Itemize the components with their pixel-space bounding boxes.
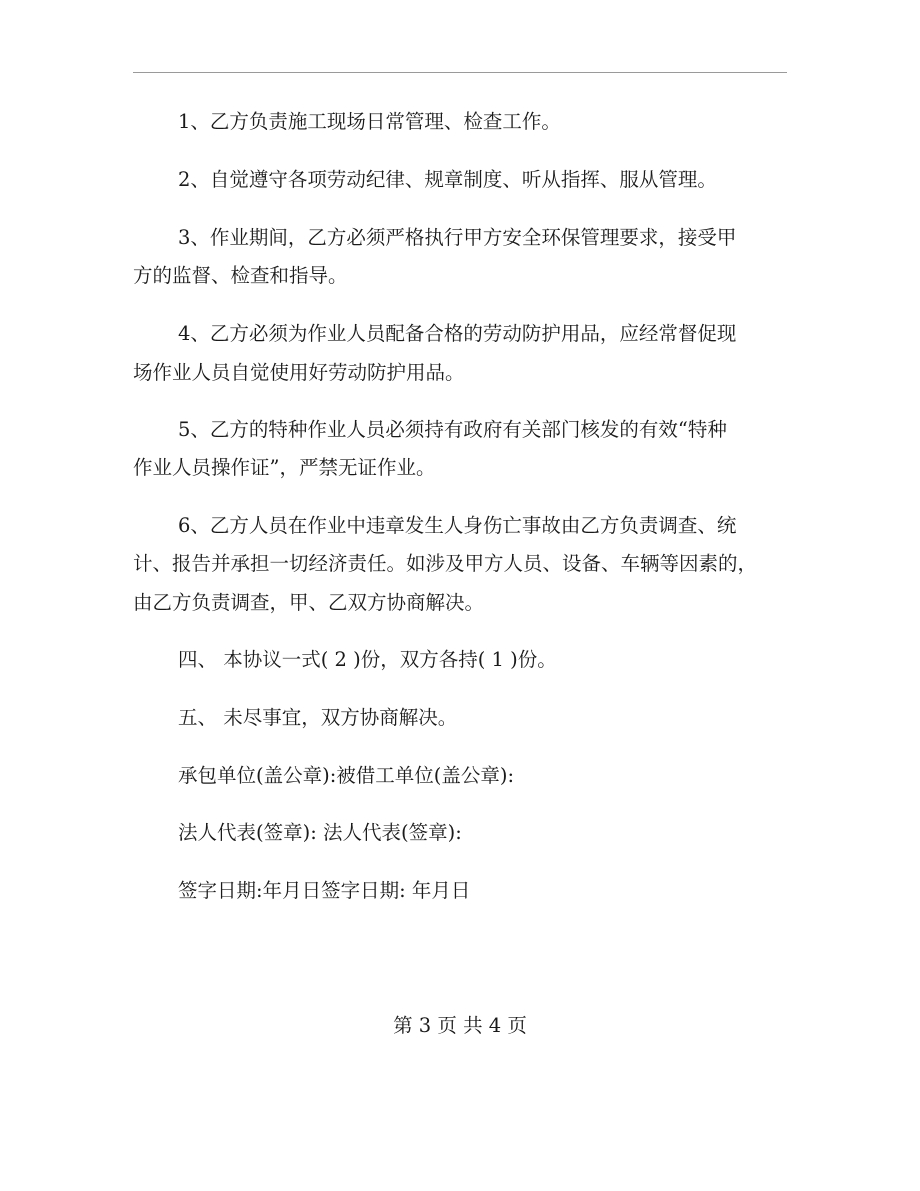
clause-6-line-2: 计、报告并承担一切经济责任。如涉及甲方人员、设备、车辆等因素的， [133,552,758,575]
header-rule [133,72,787,73]
signature-legal-rep-line: 法人代表(签章): 法人代表(签章): [178,821,462,844]
clause-6-line-1: 6、乙方人员在作业中违章发生人身伤亡事故由乙方负责调查、统 [178,514,737,537]
page-number-footer: 第 3 页 共 4 页 [393,1014,527,1037]
clause-3-line-1: 3、作业期间，乙方必须严格执行甲方安全环保管理要求，接受甲 [178,226,737,249]
signature-date-line: 签字日期:年月日签字日期: 年月日 [178,879,471,902]
clause-5-line-2: 作业人员操作证”，严禁无证作业。 [133,456,436,479]
clause-5-line-1: 5、乙方的特种作业人员必须持有政府有关部门核发的有效“特种 [178,418,727,441]
clause-2-line-1: 2、自觉遵守各项劳动纪律、规章制度、听从指挥、服从管理。 [178,168,717,191]
clause-4-line-2: 场作业人员自觉使用好劳动防护用品。 [133,361,465,384]
clause-4-line-1: 4、乙方必须为作业人员配备合格的劳动防护用品，应经常督促现 [178,322,737,345]
signature-unit-line: 承包单位(盖公章):被借工单位(盖公章): [178,764,515,787]
section-5-line: 五、 未尽事宜，双方协商解决。 [178,706,458,729]
clause-3-line-2: 方的监督、检查和指导。 [133,264,348,287]
clause-6-line-3: 由乙方负责调查，甲、乙双方协商解决。 [133,591,485,614]
section-4-line: 四、 本协议一式( 2 )份，双方各持( 1 )份。 [178,648,557,671]
clause-1-line-1: 1、乙方负责施工现场日常管理、检查工作。 [178,110,561,133]
